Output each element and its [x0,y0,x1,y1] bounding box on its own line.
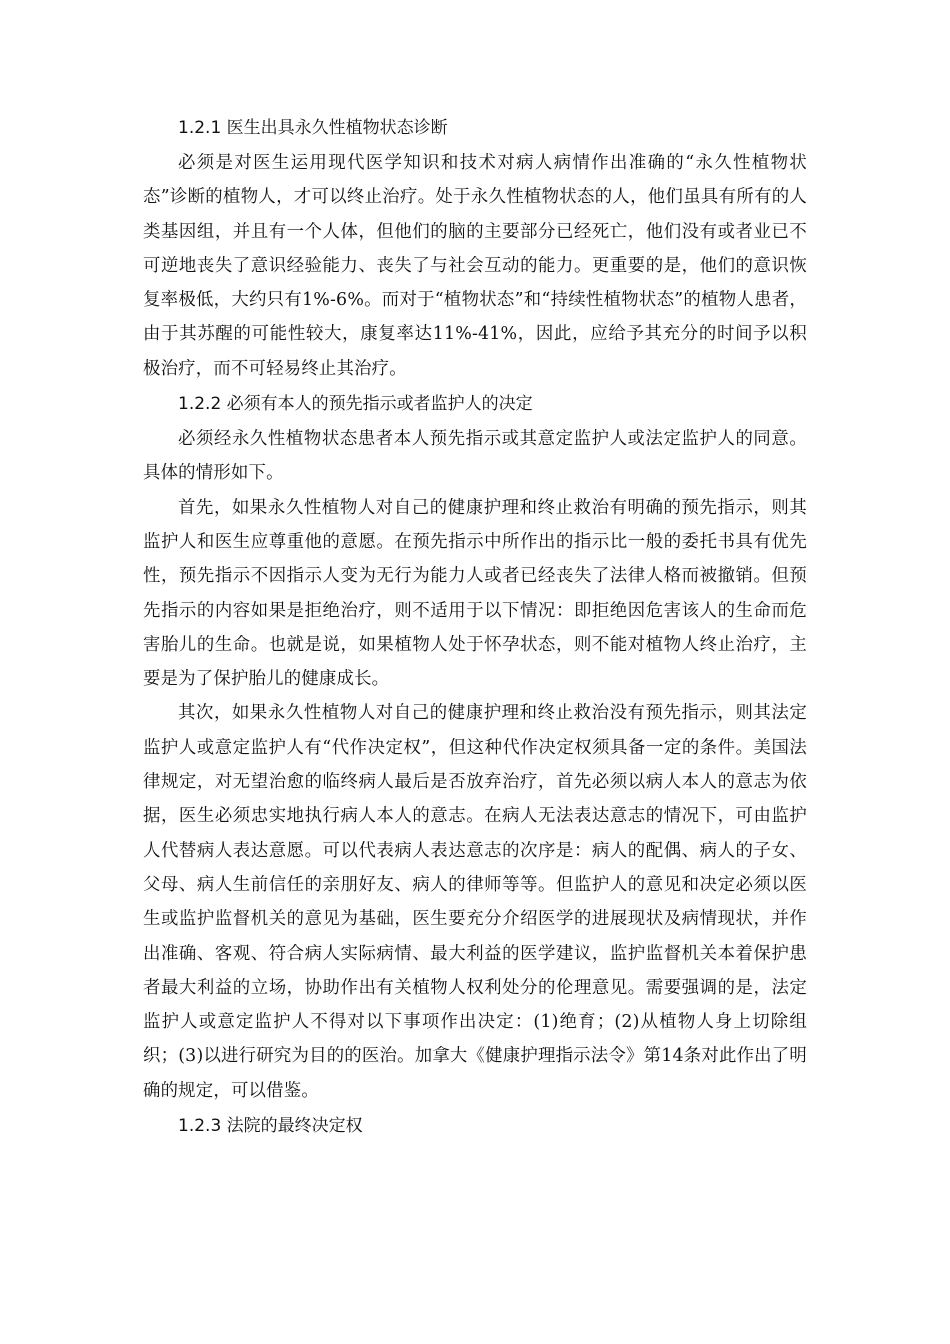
paragraph: 必须经永久性植物状态患者本人预先指示或其意定监护人或法定监护人的同意。具体的情形如下。 [143,429,807,484]
paragraph: 首先，如果永久性植物人对自己的健康护理和终止救治有明确的预先指示，则其监护人和医生应尊重他的意愿。在预先指示中所作出的指示比一般的委托书具有优先性，预先指示不因指示人变为无行为能力人或者已经丧失了法律人格而被撤销。但预先指示的内容如果是拒绝治疗，则不适用于以下情况：即拒绝因危害该人的生命而危害胎儿的生命。也就是说，如果植物人处于怀孕状态，则不能对植物人终止治疗，主要是为了保护胎儿的健康成长。 [143,497,807,690]
section-heading-1-2-2: 1.2.2 必须有本人的预先指示或者监护人的决定 [178,394,533,415]
document-body [143,110,807,1144]
section-heading-1-2-3: 1.2.3 法院的最终决定权 [178,1116,363,1137]
paragraph: 必须是对医生运用现代医学知识和技术对病人病情作出准确的“永久性植物状态”诊断的植物人，才可以终止治疗。处于永久性植物状态的人，他们虽具有所有的人类基因组，并且有一个人体，但他们的脑的主要部分已经死亡，他们没有或者业已不可逆地丧失了意识经验能力、丧失了与社会互动的能力。更重要的是，他们的意识恢复率极低，大约只有1%-6%。而对于“植物状态”和“持续性植物状态”的植物人患者，由于其苏醒的可能性较大，康复率达11%-41%，因此，应给予其充分的时间予以积极治疗，而不可轻易终止其治疗。 [143,153,807,379]
section-heading-1-2-1: 1.2.1 医生出具永久性植物状态诊断 [178,118,448,138]
paragraph: 其次，如果永久性植物人对自己的健康护理和终止救治没有预先指示，则其法定监护人或意定监护人有“代作决定权”，但这种代作决定权须具备一定的条件。美国法律规定，对无望治愈的临终病人最后是否放弃治疗，首先必须以病人本人的意志为依据，医生必须忠实地执行病人本人的意志。在病人无法表达意志的情况下，可由监护人代替病人表达意愿。可以代表病人表达意志的次序是：病人的配偶、病人的子女、父母、病人生前信任的亲朋好友、病人的律师等等。但监护人的意见和决定必须以医生或监护监督机关的意见为基础，医生要充分介绍医学的进展现状及病情现状，并作出准确、客观、符合病人实际病情、最大利益的医学建议，监护监督机关本着保护患者最大利益的立场，协助作出有关植物人权利处分的伦理意见。需要强调的是，法定监护人或意定监护人不得对以下事项作出决定：(1)绝育；(2)从植物人身上切除组织；(3)以进行研究为目的的医治。加拿大《健康护理指示法令》第14条对此作出了明确的规定，可以借鉴。 [143,703,807,1101]
